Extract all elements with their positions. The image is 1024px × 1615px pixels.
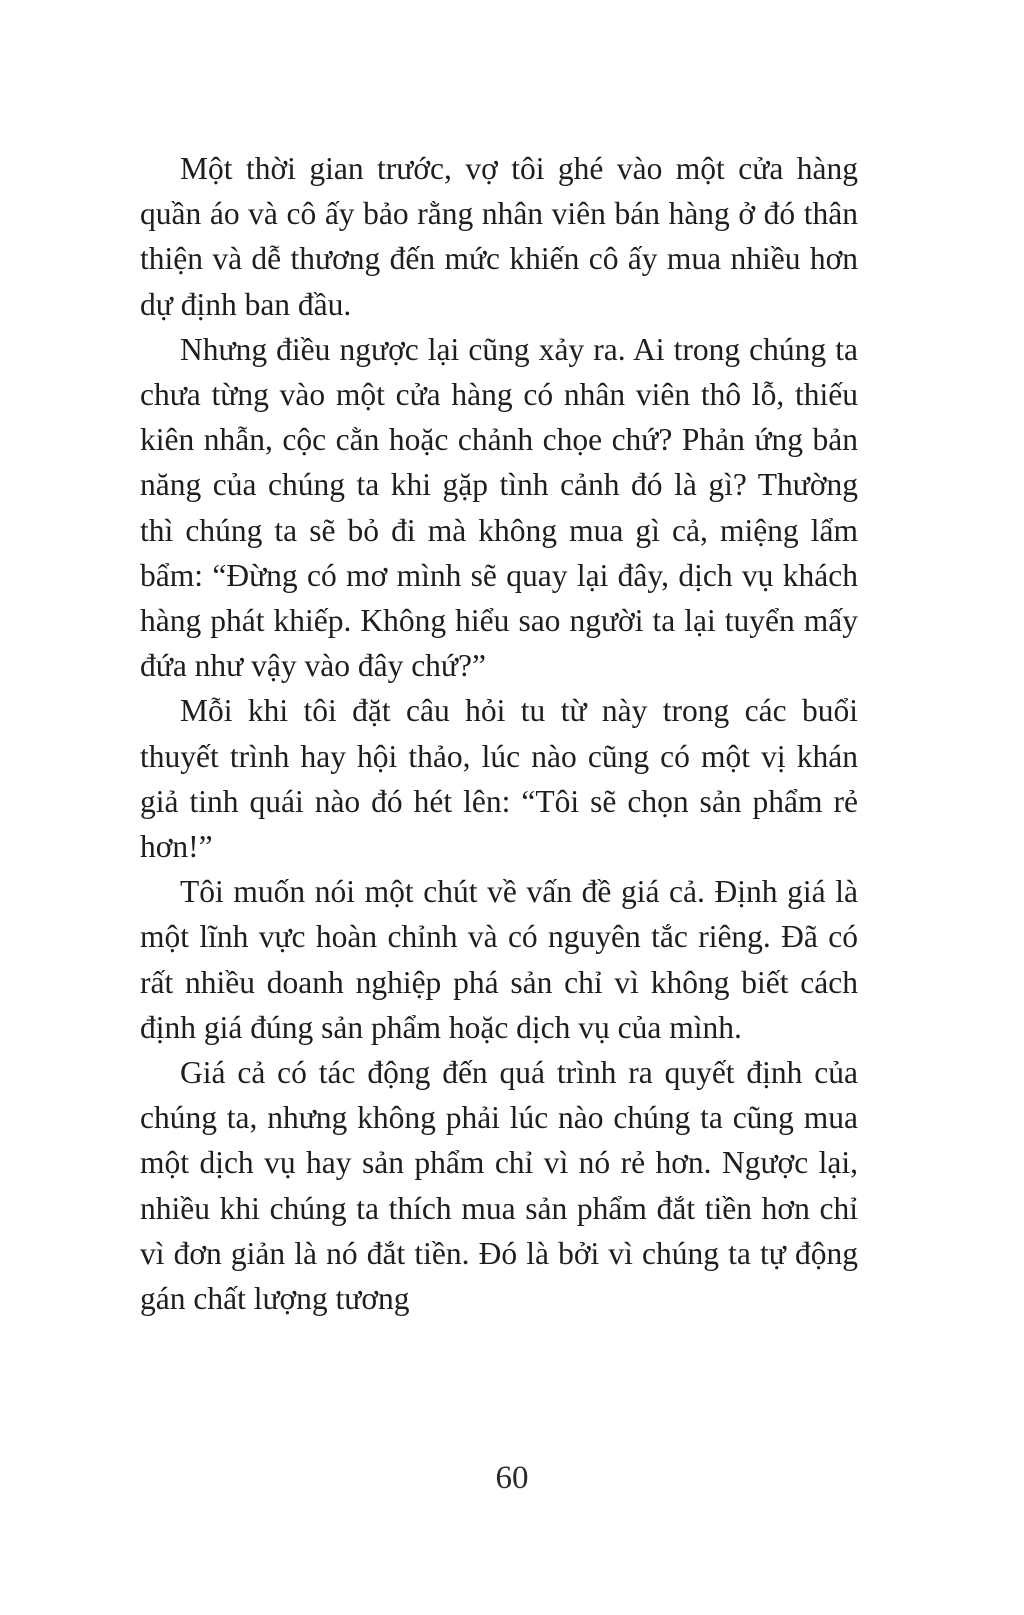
paragraph-1: Một thời gian trước, vợ tôi ghé vào một cửa hàng quần áo và cô ấy bảo rằng nhân viên bán hàng ở đó thân thiện và dễ thương đến mức khiến cô ấy mua nhiều hơn dự định ban đầu. — [140, 151, 858, 322]
paragraph-3: Mỗi khi tôi đặt câu hỏi tu từ này trong các buổi thuyết trình hay hội thảo, lúc nào cũng có một vị khán giả tinh quái nào đó hét lên: “Tôi sẽ chọn sản phẩm rẻ hơn!” — [140, 693, 858, 865]
paragraph-4: Tôi muốn nói một chút về vấn đề giá cả. Định giá là một lĩnh vực hoàn chỉnh và có nguyên tắc riêng. Đã có rất nhiều doanh nghiệp phá sản chỉ vì không biết cách định giá đúng sản phẩm hoặc dịch vụ của mình. — [140, 874, 858, 1045]
paragraph-5: Giá cả có tác động đến quá trình ra quyết định của chúng ta, nhưng không phải lúc nào chúng ta cũng mua một dịch vụ hay sản phẩm chỉ vì nó rẻ hơn. Ngược lại, nhiều khi chúng ta thích mua sản phẩm đắt tiền hơn chỉ vì đơn giản là nó đắt tiền. Đó là bởi vì chúng ta tự động gán chất lượng tương — [140, 1055, 858, 1317]
page-number: 60 — [495, 1460, 529, 1496]
paragraph-2: Nhưng điều ngược lại cũng xảy ra. Ai trong chúng ta chưa từng vào một cửa hàng có nhân viên thô lỗ, thiếu kiên nhẫn, cộc cằn hoặc chảnh chọe chứ? Phản ứng bản năng của chúng ta khi gặp tình cảnh đó là gì? Thường thì chúng ta sẽ bỏ đi mà không mua gì cả, miệng lẩm bẩm: “Đừng có mơ mình sẽ quay lại đây, dịch vụ khách hàng phát khiếp. Không hiểu sao người ta lại tuyển mấy đứa như vậy vào đây chứ?” — [140, 331, 858, 684]
body-text — [140, 146, 858, 1321]
